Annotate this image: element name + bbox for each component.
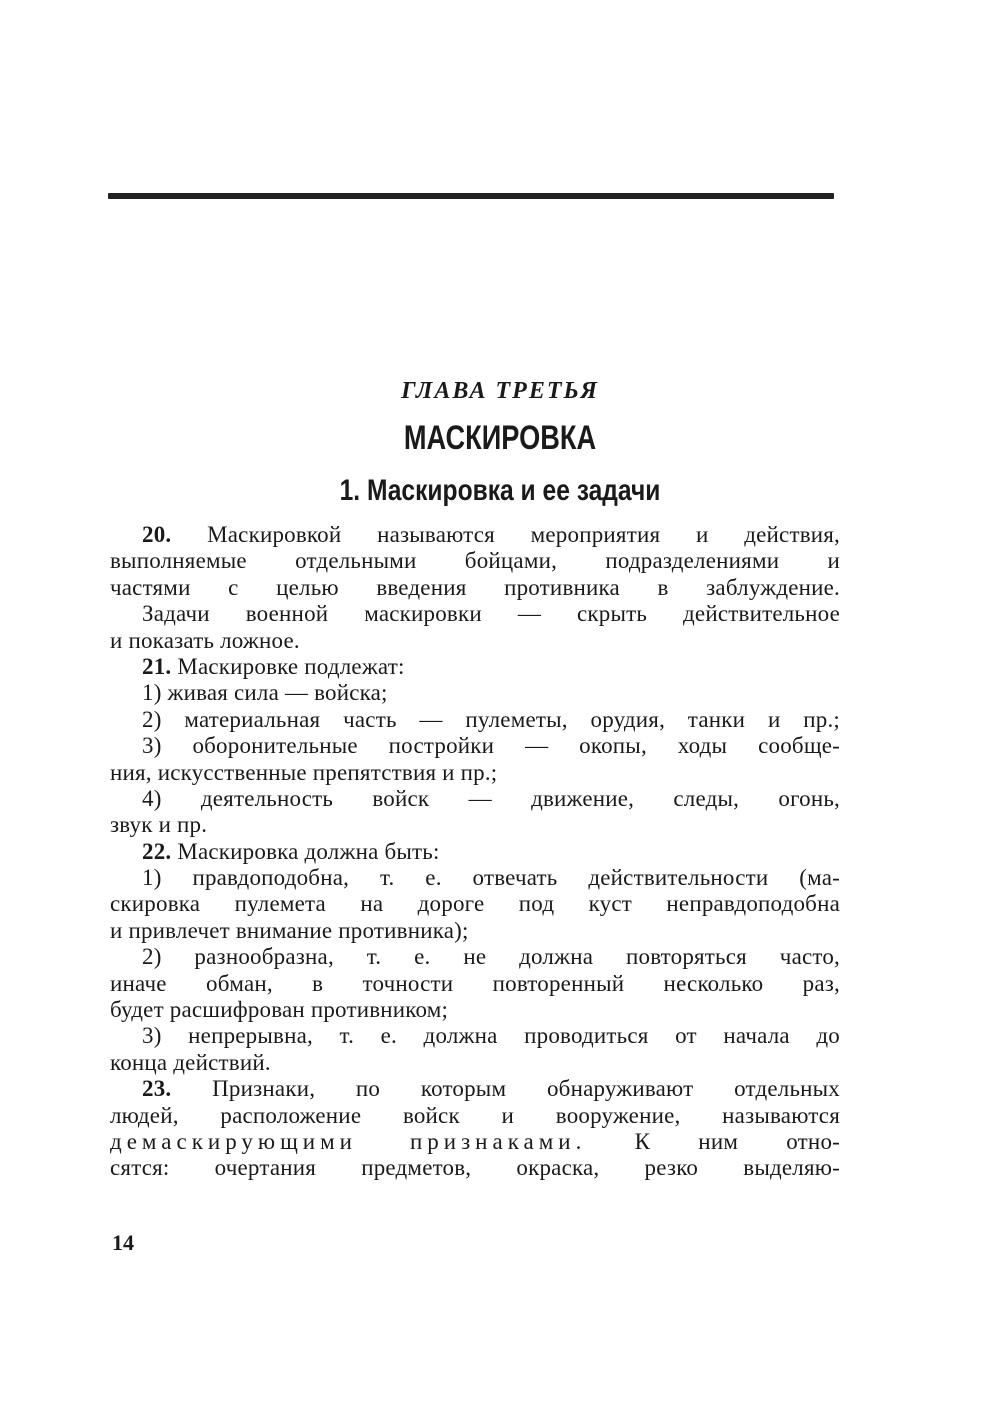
text-line [110, 654, 840, 680]
text-line: и показать ложное. [110, 627, 300, 653]
text-line: 1) правдоподобна, т. е. отвечать действительности (ма- [142, 865, 840, 891]
section-title: 1. Маскировка и ее задачи [339, 474, 661, 507]
text-line: звук и пр. [110, 812, 208, 838]
text-line: 2) разнообразна, т. е. не должна повторяться часто, [142, 944, 840, 970]
chapter-label: ГЛАВА ТРЕТЬЯ [401, 378, 599, 404]
paragraph-number: 23. [142, 1076, 172, 1102]
line-text: К ним отно- [634, 1128, 840, 1154]
text-line: иначе обман, в точности повторенный несколько раз, [110, 970, 840, 996]
text-line: выполняемые отдельными бойцами, подразделениями и [110, 548, 840, 574]
page-number: 14 [112, 1230, 134, 1255]
text-line: 3) оборонительные постройки — окопы, ходы сообще- [142, 733, 840, 759]
paragraph-number: 21. [142, 653, 172, 679]
text-line: будет расшифрован противником; [110, 997, 449, 1023]
line-text: Признаки, по которым обнаруживают отдельных [212, 1076, 840, 1102]
text-line [110, 1076, 840, 1102]
text-line: 4) деятельность войск — движение, следы, огонь, [142, 785, 840, 811]
text-line: 1) живая сила — войска; [142, 680, 388, 706]
line-text: Маскировка должна быть: [177, 838, 440, 864]
text-line [110, 522, 840, 548]
text-line: конца действий. [110, 1049, 271, 1075]
text-line: ния, искусственные препятствия и пр.; [110, 759, 498, 785]
spaced-term: демаскирующими признаками. [110, 1128, 587, 1154]
body-text [110, 522, 840, 1182]
text-line [110, 839, 840, 865]
text-line: скировка пулемета на дороге под куст неправдоподобна [110, 891, 840, 917]
text-line: людей, расположение войск и вооружение, называются [110, 1102, 840, 1128]
text-line: частями с целью введения противника в заблуждение. [110, 574, 840, 600]
text-line: 2) материальная часть — пулеметы, орудия, танки и пр.; [142, 706, 840, 732]
chapter-title: МАСКИРОВКА [403, 419, 597, 457]
text-line: Задачи военной маскировки — скрыть действительное [142, 601, 840, 627]
line-text: Маскировке подлежат: [177, 653, 405, 679]
top-rule [108, 193, 834, 199]
paragraph-number: 22. [142, 838, 172, 864]
line-text: Маскировкой называются мероприятия и действия, [207, 522, 841, 547]
text-line: сятся: очертания предметов, окраска, резко выделяю- [110, 1155, 840, 1181]
text-line: 3) непрерывна, т. е. должна проводиться от начала до [142, 1023, 840, 1049]
text-line [110, 1129, 840, 1155]
paragraph-number: 20. [142, 522, 172, 547]
text-line: и привлечет внимание противника); [110, 917, 469, 943]
